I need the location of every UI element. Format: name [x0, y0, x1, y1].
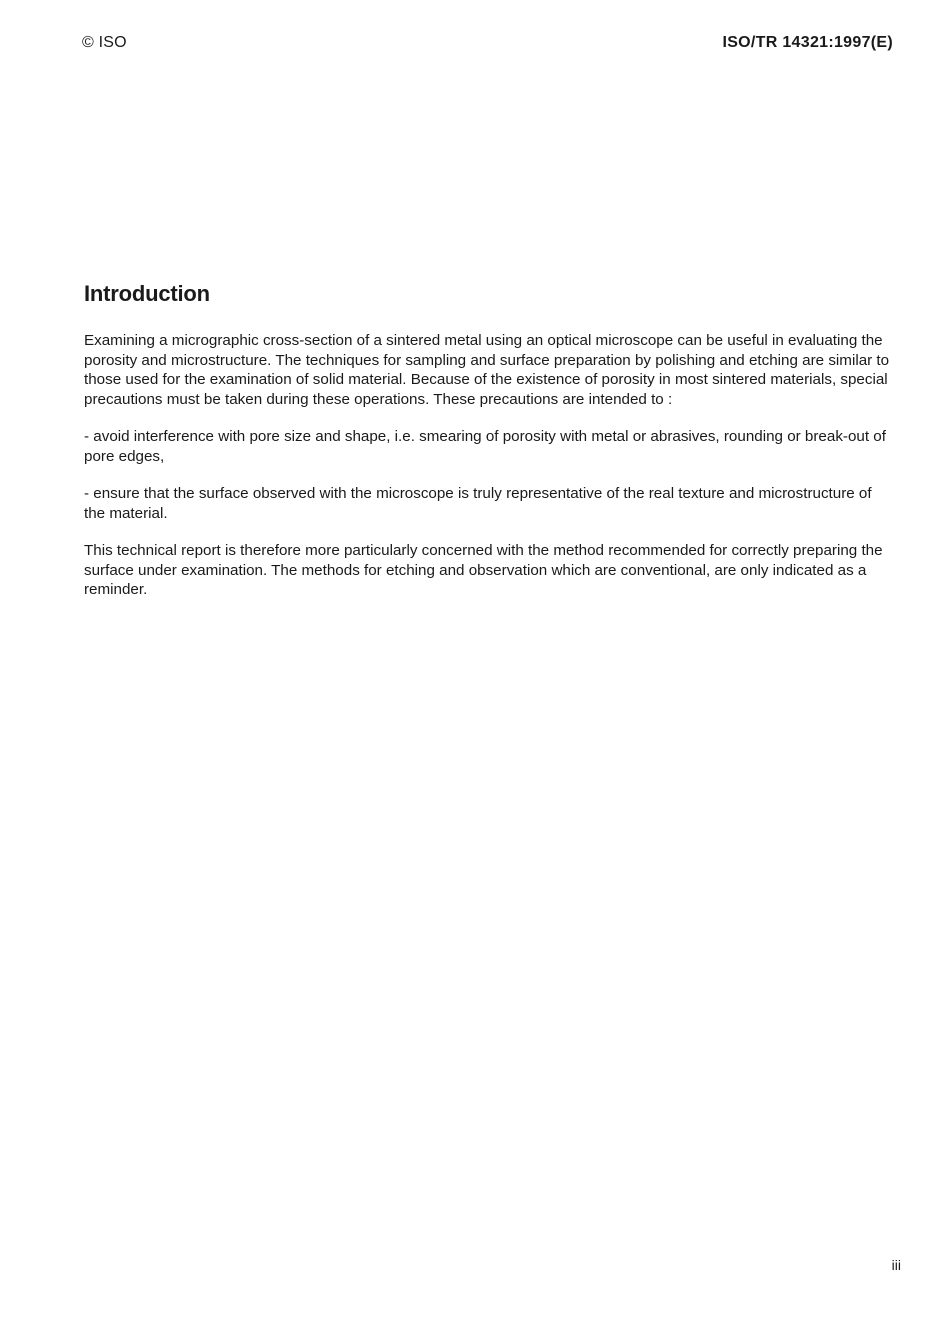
precaution-item-representative-surface: - ensure that the surface observed with the microscope is truly representative of the real texture and microstructure of the material. [84, 485, 872, 522]
copyright-notice: © ISO [82, 34, 127, 51]
section-title: Introduction [84, 281, 210, 306]
document-identifier: ISO/TR 14321:1997(E) [722, 34, 893, 51]
intro-paragraph: Examining a micrographic cross-section of a sintered metal using an optical microscope can be useful in evaluating the porosity and microstructure. The techniques for sampling and surface preparation by polishing and etching are similar to those used for the examination of solid material. Because of the existence of porosity in most sintered materials, special precautions must be taken during these operations. These precautions are intended to : [84, 332, 890, 408]
section-body [84, 331, 896, 618]
page-number: iii [891, 1257, 901, 1273]
precaution-item-pore-shape: - avoid interference with pore size and shape, i.e. smearing of porosity with metal or abrasives, rounding or break-out of pore edges, [84, 428, 886, 465]
scope-paragraph: This technical report is therefore more particularly concerned with the method recommended for correctly preparing the surface under examination. The methods for etching and observation which are conventional, are only indicated as a reminder. [84, 542, 883, 598]
